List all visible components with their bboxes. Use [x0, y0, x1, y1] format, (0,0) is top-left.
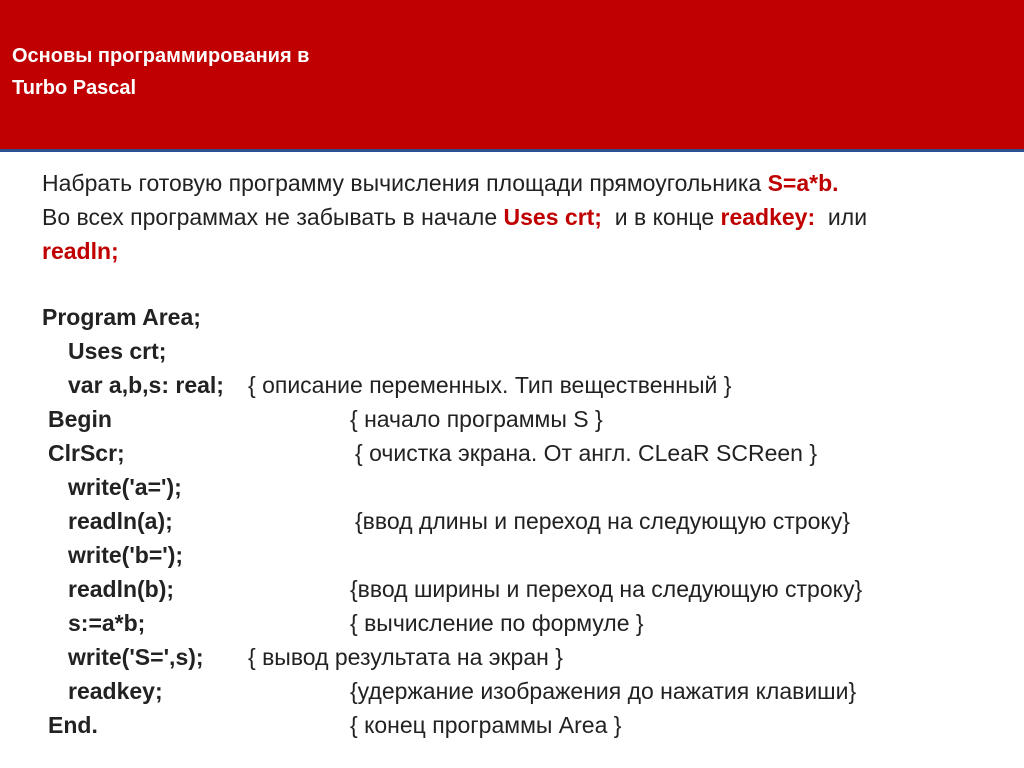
code-statement: write('S=',s);	[68, 644, 204, 670]
code-statement: write('a=');	[68, 474, 182, 500]
code-statement: readkey;	[68, 678, 163, 704]
code-comment: { вывод результата на экран }	[248, 644, 563, 670]
code-comment: { начало программы S }	[350, 406, 603, 432]
title-line-2: Turbo Pascal	[12, 77, 137, 99]
readkey-highlight: readkey:	[720, 204, 816, 230]
code-statement: readln(b);	[68, 576, 175, 602]
code-statement: var a,b,s: real;	[68, 372, 224, 398]
intro-text-3: и в конце	[601, 204, 721, 230]
intro-text-2: Во всех программах не забывать в начале	[42, 204, 504, 230]
code-statement: ClrScr;	[48, 440, 125, 466]
code-statement: readln(a);	[68, 508, 173, 534]
code-comment: { очистка экрана. От англ. CLeaR SCReen }	[355, 440, 818, 466]
program-header: Program Area;	[42, 304, 201, 330]
code-comment: { конец программы Area }	[350, 712, 622, 738]
code-comment: { описание переменных. Тип вещественный }	[248, 372, 732, 398]
intro-text-4: или	[815, 204, 874, 230]
code-comment: { вычисление по формуле }	[350, 610, 644, 636]
code-comment: {ввод длины и переход на следующую строку}	[355, 508, 850, 534]
formula-highlight: S=a*b.	[767, 170, 839, 196]
intro-text-1: Набрать готовую программу вычисления площади прямоугольника	[42, 170, 768, 196]
title-line-1: Основы программирования в	[12, 45, 310, 67]
code-statement: Begin	[48, 406, 112, 432]
code-statement: End.	[48, 712, 98, 738]
slide-title	[12, 40, 432, 104]
code-comment: {ввод ширины и переход на следующую строку}	[350, 576, 863, 602]
code-statement: s:=a*b;	[68, 610, 146, 636]
code-statement: write('b=');	[68, 542, 184, 568]
code-comment: {удержание изображения до нажатия клавиши}	[350, 678, 857, 704]
uses-crt-highlight: Uses crt;	[503, 204, 602, 230]
slide-header	[0, 0, 1024, 152]
readln-highlight: readln;	[42, 238, 119, 264]
intro-paragraph	[42, 166, 1002, 268]
code-statement: Uses crt;	[68, 338, 167, 364]
